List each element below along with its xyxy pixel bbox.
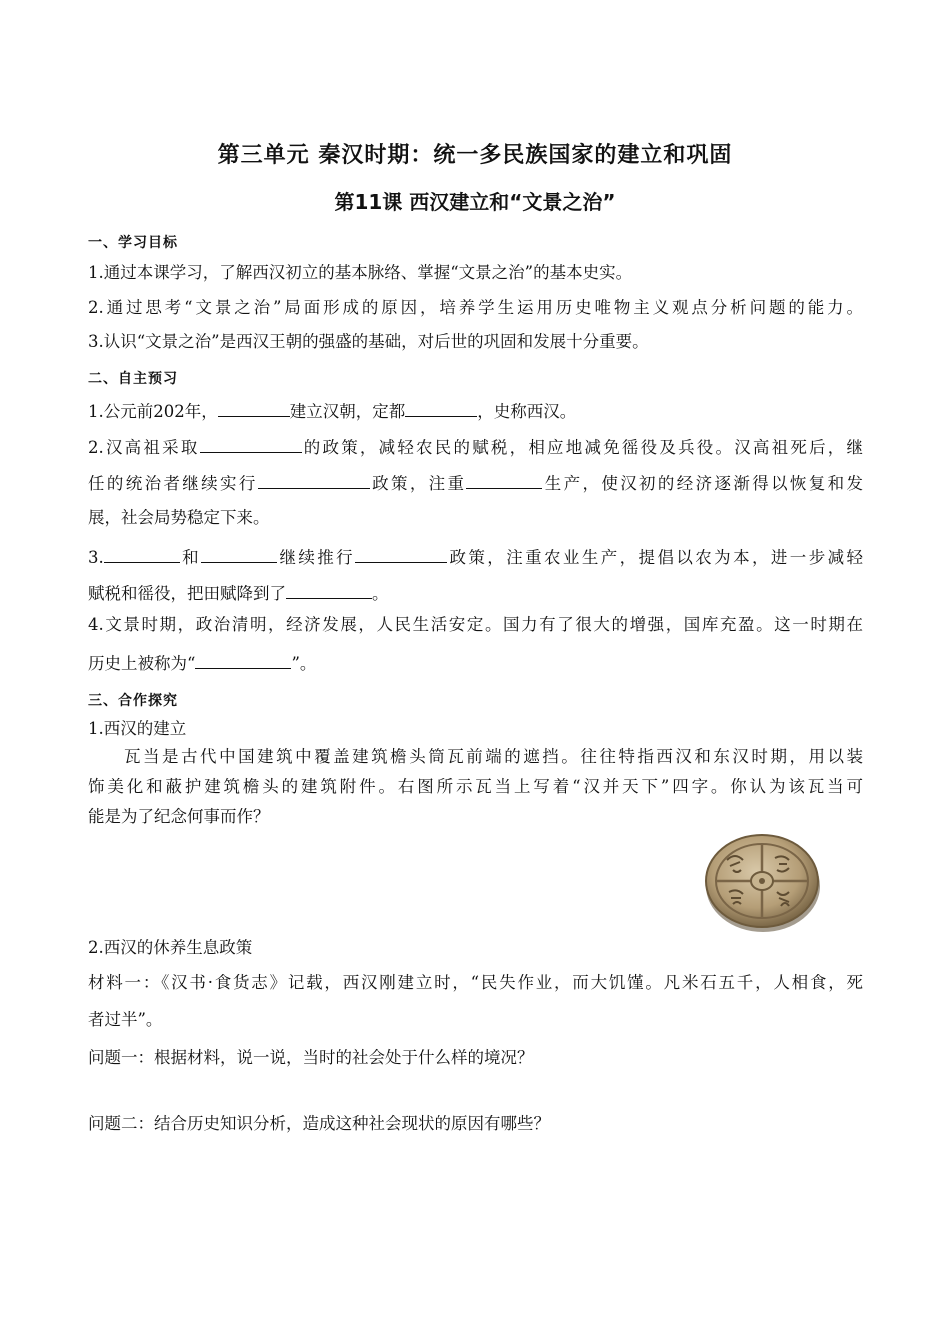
fill-blank[interactable]: [201, 544, 277, 563]
question-one: 问题一：根据材料，说一说，当时的社会处于什么样的境况？: [88, 1048, 534, 1067]
text: 2.汉高祖采取: [88, 438, 200, 457]
preview-question-1: [88, 398, 863, 423]
fill-blank[interactable]: [466, 470, 542, 489]
objective-item: 2.通过思考“文景之治”局面形成的原因，培养学生运用历史唯物主义观点分析问题的能力。: [88, 298, 863, 317]
text: 1.公元前202年，: [88, 402, 218, 421]
text: 继续推行: [277, 548, 356, 567]
section-heading-objectives: 一、学习目标: [88, 235, 178, 251]
text: 赋税和徭役，把田赋降到了: [88, 584, 286, 603]
objective-item: 1.通过本课学习，了解西汉初立的基本脉络、掌握“文景之治”的基本史实。: [88, 263, 633, 282]
text: 和: [179, 548, 202, 567]
section-heading-preview: 二、自主预习: [88, 371, 178, 387]
text: 政策，注重农业生产，提倡以农为本，进一步减轻: [447, 548, 864, 567]
lesson-title: 第11课 西汉建立和“文景之治”: [334, 190, 616, 214]
fill-blank[interactable]: [286, 580, 372, 599]
unit-title: 第三单元 秦汉时期：统一多民族国家的建立和巩固: [217, 143, 733, 168]
fill-blank[interactable]: [405, 398, 477, 417]
fill-blank[interactable]: [200, 434, 302, 453]
text: ，史称西汉。: [477, 402, 577, 421]
material-line: 者过半”。: [88, 1010, 163, 1029]
text: 3.: [88, 548, 104, 567]
preview-question-2-line1: [88, 434, 863, 459]
paragraph-line: 能是为了纪念何事而作？: [88, 807, 270, 826]
preview-question-2-line2: [88, 470, 863, 495]
text: 生产，使汉初的经济逐渐得以恢复和发: [542, 474, 863, 493]
preview-question-3-line1: [88, 544, 863, 569]
material-line: 材料一：《汉书·食货志》记载，西汉刚建立时，“民失作业，而大饥馑。凡米石五千，人相食，死: [88, 973, 863, 992]
fill-blank[interactable]: [104, 544, 180, 563]
preview-question-3-line2: [88, 580, 863, 605]
objective-item: 3.认识“文景之治”是西汉王朝的强盛的基础，对后世的巩固和发展十分重要。: [88, 332, 649, 351]
preview-question-4-line1: 4.文景时期，政治清明，经济发展，人民生活安定。国力有了很大的增强，国库充盈。这一时期在: [88, 615, 863, 634]
paragraph-line: 饰美化和蔽护建筑檐头的建筑附件。右图所示瓦当上写着“汉并天下”四字。你认为该瓦当可: [88, 777, 863, 796]
text: 政策，注重: [369, 474, 467, 493]
paragraph-line: 瓦当是古代中国建筑中覆盖建筑檐头筒瓦前端的遮挡。往往特指西汉和东汉时期，用以装: [124, 747, 863, 766]
text: 的政策，减轻农民的赋税，相应地减免徭役及兵役。汉高祖死后，继: [301, 438, 864, 457]
wadang-tile-image: [703, 830, 823, 934]
text: 历史上被称为“: [88, 654, 196, 673]
preview-question-4-line2: [88, 650, 863, 675]
text: 。: [372, 584, 389, 603]
section-heading-inquiry: 三、合作探究: [88, 693, 178, 709]
fill-blank[interactable]: [258, 470, 370, 489]
text: ”。: [291, 654, 317, 673]
text: 任的统治者继续实行: [88, 474, 258, 493]
text: 建立汉朝，定都: [289, 402, 406, 421]
fill-blank[interactable]: [195, 650, 291, 669]
fill-blank[interactable]: [355, 544, 447, 563]
fill-blank[interactable]: [218, 398, 290, 417]
question-two: 问题二：结合历史知识分析，造成这种社会现状的原因有哪些？: [88, 1114, 550, 1133]
subsection-title: 2.西汉的休养生息政策: [88, 938, 253, 957]
preview-question-2-line3: 展，社会局势稳定下来。: [88, 508, 270, 527]
subsection-title: 1.西汉的建立: [88, 719, 187, 738]
